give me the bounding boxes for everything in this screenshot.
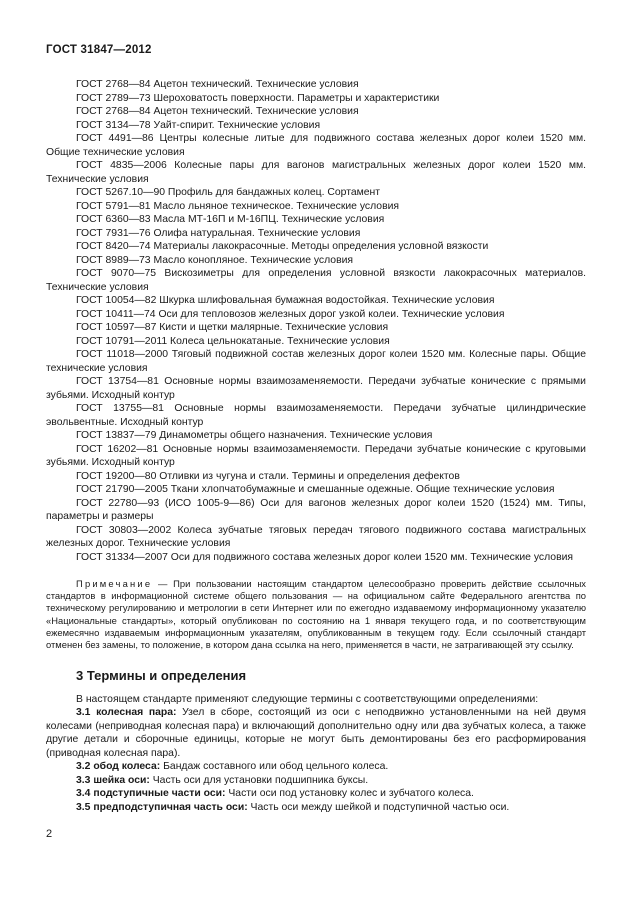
reference-list <box>46 78 586 564</box>
term-text: Бандаж составного или обод цельного колеса. <box>160 761 389 773</box>
reference-item: ГОСТ 22780—93 (ИСО 1005-9—86) Оси для вагонов железных дорог колеи 1520 (1524) мм. Типы, параметры и размеры <box>46 497 586 522</box>
reference-item: ГОСТ 8989—73 Масло конопляное. Технические условия <box>76 254 354 266</box>
reference-item: ГОСТ 2768—84 Ацетон технический. Технические условия <box>76 79 359 90</box>
section-intro: В настоящем стандарте применяют следующие термины с соответствующими определениями: <box>76 693 539 705</box>
note-text: — При пользовании настоящим стандартом целесообразно проверить действие ссылочных стандартов в информационной системе общего пользования — на официальном сайте Федерального агентства по техническому регулированию и метрологии в сети Интернет или по ежегодно издаваемому информационному указателю «Национальные стандарты», который опубликован по состоянию на 1 января текущего года, и по соответствующим ежемесячно издаваемым информационным указателям, опубликованным в текущем году. Если ссылочный стандарт отменен без замены, то положение, в котором дана ссылка на него, применяется в части, не затрагивающей эту ссылку. <box>46 578 586 651</box>
reference-item: ГОСТ 13755—81 Основные нормы взаимозаменяемости. Передачи зубчатые цилиндрические эвольвентные. Исходный контур <box>46 403 586 428</box>
page-header: ГОСТ 31847—2012 <box>46 44 152 56</box>
reference-item: ГОСТ 4835—2006 Колесные пары для вагонов магистральных железных дорог колеи 1520 мм. Технические условия <box>46 160 586 185</box>
reference-item: ГОСТ 31334—2007 Оси для подвижного состава железных дорог колеи 1520 мм. Технические условия <box>76 551 574 563</box>
term-text: Узел в сборе, состоящий из оси с неподвижно установленными на ней двумя колесами (неприводная колесная пара) и включающий дополнительно одну или два зубчатых колеса, а также другие детали и сборочные единицы, которые не могут быть демонтированы без его расформирования (приводная колесная пара). <box>46 707 587 759</box>
term-text: Части оси под установку колес и зубчатого колеса. <box>225 788 474 800</box>
term-definition <box>46 760 586 774</box>
document-body <box>46 78 586 814</box>
term-definition <box>46 774 586 788</box>
term-text: Часть оси между шейкой и подступичной частью оси. <box>247 801 510 813</box>
reference-item: ГОСТ 9070—75 Вискозиметры для определения условной вязкости лакокрасочных материалов. Технические условия <box>46 268 586 293</box>
note-paragraph <box>46 578 586 651</box>
reference-item: ГОСТ 16202—81 Основные нормы взаимозаменяемости. Передачи зубчатые конические с круговыми зубьями. Исходный контур <box>46 443 586 468</box>
term-definition <box>46 706 586 760</box>
page-number: 2 <box>46 828 53 840</box>
reference-item: ГОСТ 30803—2002 Колеса зубчатые тяговых передач тягового подвижного состава магистральных железных дорог. Технические условия <box>46 524 586 549</box>
term-definition <box>46 787 586 801</box>
reference-item: ГОСТ 6360—83 Масла МТ-16П и М-16ПЦ. Технические условия <box>76 214 385 225</box>
reference-item: ГОСТ 2789—73 Шероховатость поверхности. Параметры и характеристики <box>76 92 440 104</box>
reference-item: ГОСТ 5791—81 Масло льняное техническое. Технические условия <box>76 200 400 212</box>
reference-item: ГОСТ 10411—74 Оси для тепловозов железных дорог узкой колеи. Технические условия <box>76 308 505 320</box>
reference-item: ГОСТ 3134—78 Уайт-спирит. Технические условия <box>76 119 321 131</box>
reference-item: ГОСТ 10054—82 Шкурка шлифовальная бумажная водостойкая. Технические условия <box>76 295 495 306</box>
term-definition <box>46 801 586 815</box>
reference-item: ГОСТ 2768—84 Ацетон технический. Технические условия <box>76 106 359 117</box>
reference-item: ГОСТ 5267.10—90 Профиль для бандажных колец. Сортамент <box>76 187 381 198</box>
term-name: 3.3 шейка оси: <box>76 774 150 786</box>
reference-item: ГОСТ 10791—2011 Колеса цельнокатаные. Технические условия <box>76 335 390 347</box>
reference-item: ГОСТ 19200—80 Отливки из чугуна и стали. Термины и определения дефектов <box>76 470 460 482</box>
reference-item: ГОСТ 21790—2005 Ткани хлопчатобумажные и смешанные одежные. Общие технические условия <box>76 484 555 495</box>
term-name: 3.5 предподступичная часть оси: <box>76 801 248 813</box>
reference-item: ГОСТ 8420—74 Материалы лакокрасочные. Методы определения условной вязкости <box>76 241 489 252</box>
note-label: Примечание <box>76 578 153 589</box>
reference-item: ГОСТ 13837—79 Динамометры общего назначения. Технические условия <box>76 430 433 441</box>
term-name: 3.4 подступичные части оси: <box>76 788 226 800</box>
term-name: 3.2 обод колеса: <box>76 761 161 773</box>
term-name: 3.1 колесная пара: <box>76 707 177 719</box>
reference-item: ГОСТ 7931—76 Олифа натуральная. Технические условия <box>76 227 361 239</box>
reference-item: ГОСТ 11018—2000 Тяговый подвижной состав железных дорог колеи 1520 мм. Колесные пары. Общие технические условия <box>46 349 586 374</box>
section-title: 3 Термины и определения <box>76 668 247 684</box>
reference-item: ГОСТ 4491—86 Центры колесные литые для подвижного состава железных дорог колеи 1520 мм. Общие технические условия <box>46 133 586 158</box>
reference-item: ГОСТ 10597—87 Кисти и щетки малярные. Технические условия <box>76 322 389 333</box>
term-text: Часть оси для установки подшипника буксы. <box>149 774 369 786</box>
reference-item: ГОСТ 13754—81 Основные нормы взаимозаменяемости. Передачи зубчатые конические с прямыми зубьями. Исходный контур <box>46 376 586 401</box>
